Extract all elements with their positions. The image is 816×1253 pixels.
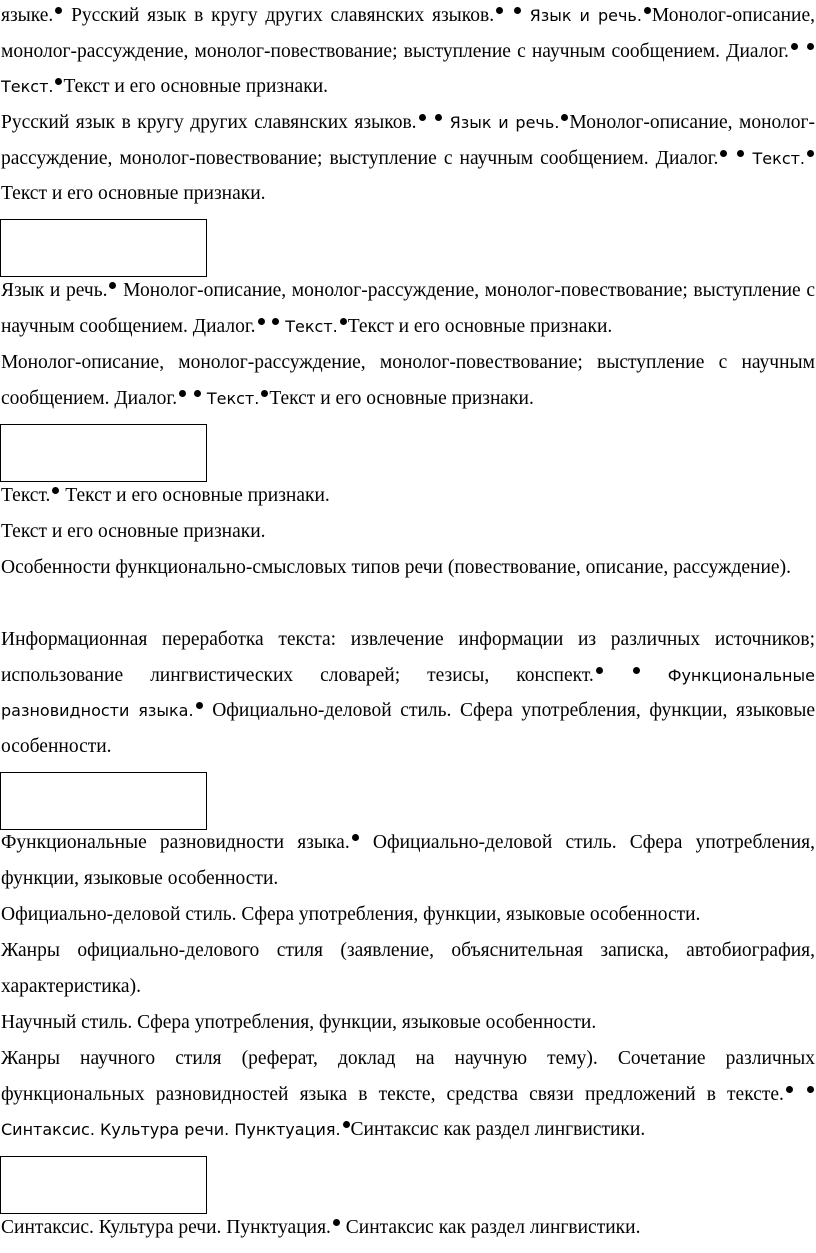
bullet-icon bbox=[514, 7, 521, 14]
bullet-icon bbox=[340, 318, 347, 325]
paragraph bbox=[1, 345, 815, 416]
bullet-icon bbox=[261, 390, 268, 397]
text: Язык и речь. bbox=[529, 6, 642, 25]
paragraph bbox=[1, 105, 815, 212]
text: Монолог-описание, монолог-рассуждение, монолог-повествование; выступление с научным сообщением. Диалог. bbox=[1, 352, 815, 409]
text: Текст. bbox=[1, 485, 51, 506]
empty-frame bbox=[0, 219, 207, 277]
bullet-icon bbox=[561, 114, 568, 121]
bullet-icon bbox=[109, 282, 116, 289]
text: Жанры официально-делового стиля (заявление, объяснительная записка, автобиография, характеристика). bbox=[1, 940, 815, 997]
bullet-icon bbox=[55, 7, 62, 14]
text: Монолог-описание, монолог-рассуждение, монолог-повествование; выступление с научным сообщением. Диалог. bbox=[1, 5, 815, 62]
text: Научный стиль. Сфера употребления, функции, языковые особенности. bbox=[1, 1012, 597, 1033]
bullet-icon bbox=[52, 487, 59, 494]
bullet-icon bbox=[419, 114, 426, 121]
text: Текст. bbox=[1, 77, 54, 96]
text: языке. bbox=[1, 5, 54, 26]
bullet-icon bbox=[791, 43, 798, 50]
bullet-icon bbox=[496, 7, 503, 14]
paragraph bbox=[1, 550, 815, 586]
bullet-icon bbox=[786, 1086, 793, 1093]
bullet-icon bbox=[333, 1219, 340, 1226]
text: Русский язык в кругу других славянских языков. bbox=[71, 5, 495, 26]
text: Текст и его основные признаки. bbox=[1, 521, 266, 542]
bullet-icon bbox=[179, 390, 186, 397]
paragraph bbox=[1, 273, 815, 344]
text: Русский язык в кругу других славянских языков. bbox=[1, 112, 417, 133]
text: Синтаксис. Культура речи. Пунктуация. bbox=[1, 1217, 331, 1238]
paragraph bbox=[1, 514, 815, 550]
text: Текст и его основные признаки. bbox=[63, 76, 329, 97]
bullet-icon bbox=[258, 318, 265, 325]
text: Официально-деловой стиль. Сфера употребления, функции, языковые особенности. bbox=[1, 904, 701, 925]
paragraph bbox=[1, 622, 815, 764]
text: Монолог-описание, монолог-рассуждение, монолог-повествование; выступление с научным сообщением. Диалог. bbox=[1, 280, 815, 337]
text: Официально-деловой стиль. Сфера употребления, функции, языковые особенности. bbox=[1, 832, 815, 889]
text: Синтаксис как раздел лингвистики. bbox=[350, 1119, 646, 1140]
bullet-icon bbox=[194, 390, 201, 397]
text: Текст и его основные признаки. bbox=[65, 485, 330, 506]
bullet-icon bbox=[196, 702, 203, 709]
text: Жанры научного стиля (реферат, доклад на научную тему). Сочетание различных функциональных разновидностей языка в тексте, средства связи предложений в тексте. bbox=[1, 1048, 815, 1105]
bullet-icon bbox=[435, 114, 442, 121]
paragraph bbox=[1, 897, 815, 933]
bullet-icon bbox=[596, 667, 603, 674]
paragraph bbox=[1, 0, 815, 105]
bullet-icon bbox=[352, 834, 359, 841]
text: Монолог-описание, монолог-рассуждение, монолог-повествование; выступление с научным сообщением. Диалог. bbox=[1, 112, 816, 169]
paragraph bbox=[1, 478, 815, 514]
text: Особенности функционально-смысловых типов речи (повествование, описание, рассуждение). bbox=[1, 557, 791, 578]
text: Синтаксис как раздел лингвистики. bbox=[345, 1217, 641, 1238]
text: Текст. bbox=[752, 148, 806, 168]
empty-frame bbox=[0, 424, 207, 482]
text: Язык и речь. bbox=[449, 113, 560, 132]
bullet-icon bbox=[272, 318, 279, 325]
bullet-icon bbox=[343, 1121, 350, 1128]
paragraph bbox=[1, 1210, 815, 1246]
bullet-icon bbox=[55, 78, 62, 85]
bullet-icon bbox=[807, 43, 814, 50]
bullet-icon bbox=[720, 150, 727, 157]
empty-frame bbox=[0, 1156, 207, 1214]
text: Текст и его основные признаки. bbox=[269, 387, 534, 409]
text: Текст. bbox=[285, 316, 338, 336]
bullet-icon bbox=[737, 150, 744, 157]
bullet-icon bbox=[633, 667, 640, 674]
paragraph bbox=[1, 1005, 815, 1041]
text: Текст и его основные признаки. bbox=[347, 315, 613, 337]
text: Функциональные разновидности языка. bbox=[1, 832, 350, 853]
paragraph bbox=[1, 1041, 815, 1148]
text: Функциональные разновидности языка. bbox=[1, 665, 815, 720]
paragraph bbox=[1, 825, 815, 896]
bullet-icon bbox=[644, 7, 651, 14]
text: Информационная переработка текста: извлечение информации из различных источников; использование лингвистических словарей; тезисы, конспект. bbox=[1, 629, 815, 686]
text: Язык и речь. bbox=[1, 280, 108, 301]
bullet-icon bbox=[807, 150, 814, 157]
paragraph bbox=[1, 933, 815, 1004]
text: Текст и его основные признаки. bbox=[1, 183, 266, 204]
empty-frame bbox=[0, 772, 207, 830]
text: Официально-деловой стиль. Сфера употребления, функции, языковые особенности. bbox=[1, 700, 815, 757]
text: Синтаксис. Культура речи. Пунктуация. bbox=[1, 1120, 341, 1139]
bullet-icon bbox=[807, 1086, 814, 1093]
text: Текст. bbox=[206, 388, 260, 408]
